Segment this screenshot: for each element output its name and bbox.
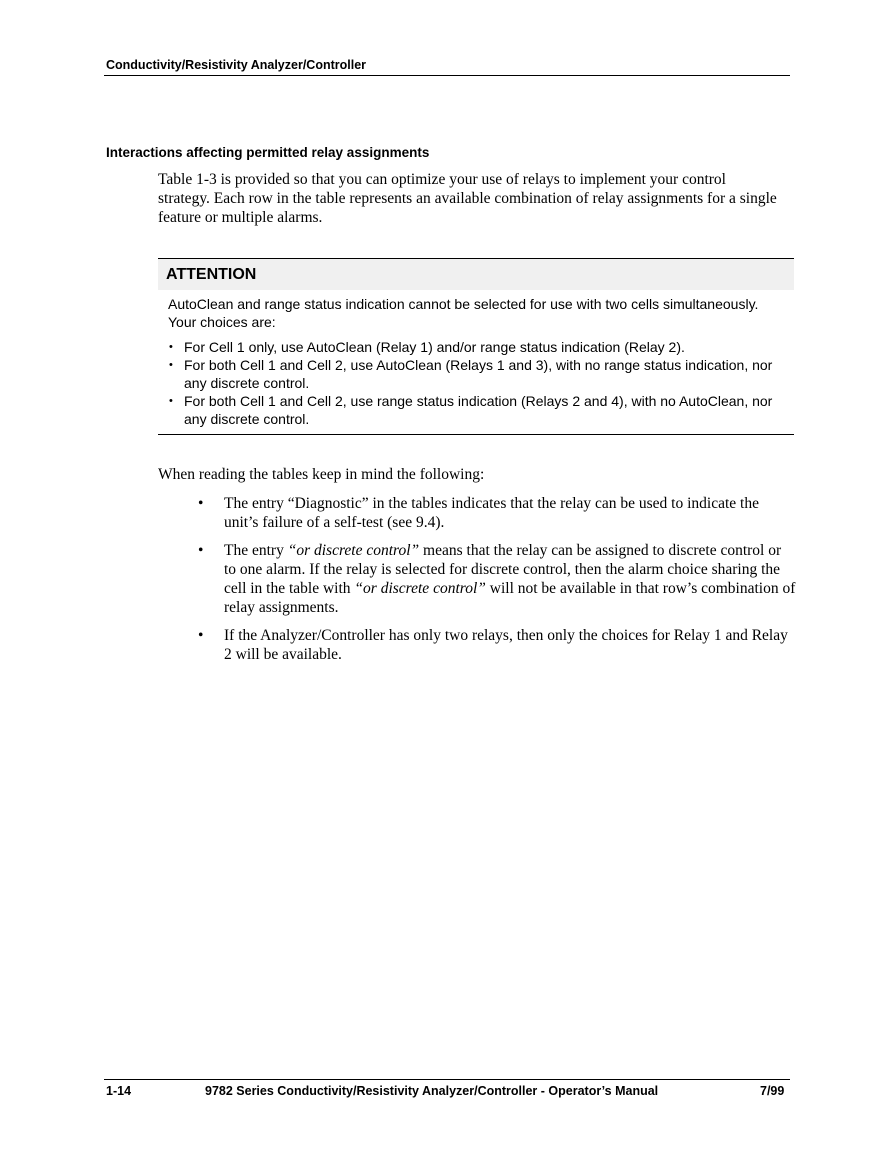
bullet-icon: • [169,359,173,371]
section-heading: Interactions affecting permitted relay assignments [106,145,430,160]
reading-item-text: The entry “Diagnostic” in the tables indicates that the relay can be used to indicate the unit’s failure of a self-test (see 9.4). [224,495,759,531]
reading-intro: When reading the tables keep in mind the following: [158,466,485,483]
reading-item-text: means that the relay can be assigned to discrete control or to one alarm. If the relay is selected for discrete control, then the alarm choice sharing the cell in the table with [224,542,782,597]
attention-item-text: For Cell 1 only, use AutoClean (Relay 1) and/or range status indication (Relay 2). [184,339,685,355]
footer-title: 9782 Series Conductivity/Resistivity Analyzer/Controller - Operator’s Manual [205,1084,659,1098]
attention-list-item [168,338,784,356]
attention-text: AutoClean and range status indication cannot be selected for use with two cells simultaneously. Your choices are: [168,296,759,330]
footer-rule [104,1079,790,1080]
bullet-icon: • [169,395,173,407]
reading-list [196,494,796,673]
bullet-icon: • [198,627,204,644]
bullet-icon: • [198,542,204,559]
attention-title: ATTENTION [158,259,794,290]
header-rule [104,75,790,76]
reading-item-text: If the Analyzer/Controller has only two relays, then only the choices for Relay 1 and Relay 2 will be available. [224,627,788,663]
attention-list [168,338,784,428]
bullet-icon: • [169,341,173,353]
attention-list-item [168,356,784,392]
reading-item-text: will not be available in that row’s combination of relay assignments. [224,580,796,616]
footer-date: 7/99 [760,1084,785,1098]
attention-item-text: For both Cell 1 and Cell 2, use AutoClean (Relays 1 and 3), with no range status indication, nor any discrete control. [184,357,773,391]
attention-item-text: For both Cell 1 and Cell 2, use range status indication (Relays 2 and 4), with no AutoClean, nor any discrete control. [184,393,773,427]
emphasis-text: “or discrete control” [354,580,486,597]
reading-item-text: The entry [224,542,288,559]
emphasis-text: “or discrete control” [287,542,420,559]
reading-list-item [196,494,796,532]
bullet-icon: • [198,495,204,512]
attention-list-item [168,392,784,428]
running-header: Conductivity/Resistivity Analyzer/Controller [106,58,367,72]
attention-box [158,258,794,435]
page-number: 1-14 [106,1084,132,1098]
attention-body [158,290,794,428]
reading-list-item [196,626,796,664]
reading-list-item [196,541,796,617]
intro-paragraph: Table 1-3 is provided so that you can optimize your use of relays to implement your control strategy. Each row in the table represents an available combination of relay assignments for a single feature or multiple alarms. [158,171,777,226]
